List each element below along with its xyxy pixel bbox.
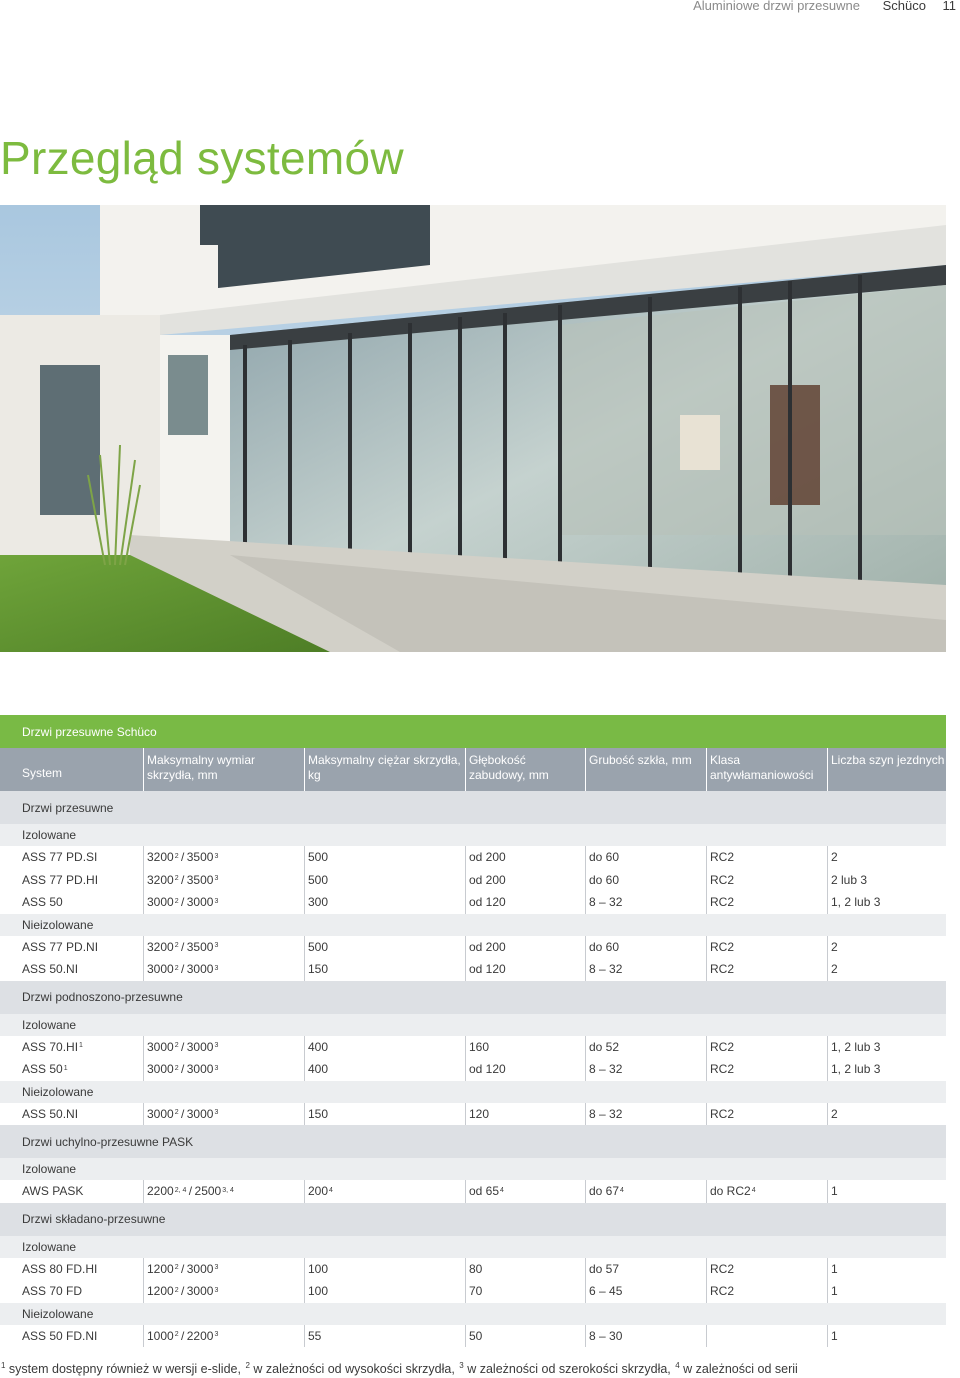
dimension-b: 3000 xyxy=(186,1284,214,1299)
cell-rails-value: 2 xyxy=(831,1106,838,1121)
dimension-a: 3200 xyxy=(147,872,174,887)
cell-rails xyxy=(827,1103,946,1126)
footnote-ref: 3 xyxy=(214,942,219,950)
cell-rails-value: 2 lub 3 xyxy=(831,872,868,887)
cell-rails xyxy=(827,891,946,914)
footnote-ref: 2, 4 xyxy=(174,1186,187,1194)
systems-table xyxy=(0,715,946,1347)
footnote-text: system dostępny również w wersji e-slide, xyxy=(5,1362,245,1376)
cell-glass xyxy=(585,1103,706,1126)
cell-weight xyxy=(304,1325,465,1348)
table-row xyxy=(0,1180,946,1203)
cell-depth xyxy=(465,1325,585,1348)
dimension-b: 3500 xyxy=(186,872,214,887)
cell-rails-value: 1 xyxy=(831,1284,838,1299)
group-heading: Drzwi przesuwne xyxy=(0,791,946,824)
cell-system-value: ASS 77 PD.HI xyxy=(22,872,99,887)
cell-rails-value: 1 xyxy=(831,1328,838,1343)
cell-weight-value: 55 xyxy=(308,1328,322,1343)
footnote-ref: 4 xyxy=(329,1186,333,1194)
section-title: Aluminiowe drzwi przesuwne xyxy=(693,0,860,13)
brand-name: Schüco xyxy=(882,0,926,13)
cell-rails xyxy=(827,1325,946,1348)
cell-system-value: ASS 50 FD.NI xyxy=(22,1328,98,1343)
dimension-separator: / xyxy=(178,962,187,977)
cell-depth xyxy=(465,936,585,959)
cell-system-value: ASS 80 FD.HI xyxy=(22,1261,98,1276)
cell-dimension xyxy=(143,958,304,981)
cell-weight xyxy=(304,1103,465,1126)
dimension-separator: / xyxy=(178,1261,187,1276)
cell-weight xyxy=(304,846,465,869)
footnote-ref: 3 xyxy=(214,1109,219,1117)
cell-weight-value: 300 xyxy=(308,895,329,910)
cell-dimension xyxy=(143,1258,304,1281)
cell-system xyxy=(0,869,143,892)
footnote-ref: 3 xyxy=(214,852,219,860)
cell-glass-value: 6 – 45 xyxy=(589,1284,623,1299)
footnote xyxy=(674,1362,798,1376)
cell-system-value: ASS 50.NI xyxy=(22,962,79,977)
cell-system xyxy=(0,1325,143,1348)
cell-depth xyxy=(465,1103,585,1126)
table-row xyxy=(0,1058,946,1081)
dimension-separator: / xyxy=(178,872,187,887)
cell-rails-value: 2 xyxy=(831,962,838,977)
footnote-ref: 3 xyxy=(214,1042,219,1050)
cell-depth xyxy=(465,869,585,892)
cell-glass xyxy=(585,846,706,869)
dimension-separator: / xyxy=(178,1106,187,1121)
cell-glass-value: 8 – 32 xyxy=(589,895,623,910)
column-header: Głębokość zabudowy, mm xyxy=(465,748,585,791)
cell-weight xyxy=(304,891,465,914)
cell-security-class-value: RC2 xyxy=(710,939,735,954)
cell-system xyxy=(0,1280,143,1303)
footnote-ref: 3 xyxy=(214,1064,219,1072)
cell-depth-value: 70 xyxy=(469,1284,483,1299)
cell-dimension xyxy=(143,869,304,892)
subgroup-heading xyxy=(0,914,946,936)
cell-security-class-value: RC2 xyxy=(710,1261,735,1276)
cell-system-value: ASS 77 PD.SI xyxy=(22,850,98,865)
footnote-number: 4 xyxy=(675,1361,680,1370)
footnote-ref: 3 xyxy=(214,875,219,883)
footnotes xyxy=(0,1362,798,1376)
footnote-text: w zależności od szerokości skrzydła, xyxy=(463,1362,675,1376)
cell-glass xyxy=(585,1325,706,1348)
cell-glass xyxy=(585,1258,706,1281)
footnote-ref: 1 xyxy=(63,1064,68,1072)
footnote xyxy=(0,1362,244,1376)
dimension-b: 3000 xyxy=(186,1062,214,1077)
cell-dimension xyxy=(143,846,304,869)
dimension-separator: / xyxy=(178,1062,187,1077)
dimension-b: 2200 xyxy=(186,1328,214,1343)
table-body xyxy=(0,791,946,1347)
footnote-ref: 2 xyxy=(174,1331,179,1339)
cell-system xyxy=(0,1036,143,1059)
cell-security-class-value: RC2 xyxy=(710,872,735,887)
footnote-number: 3 xyxy=(459,1361,464,1370)
cell-weight xyxy=(304,958,465,981)
dimension-a: 2200 xyxy=(147,1184,174,1199)
footnote-ref: 4 xyxy=(751,1186,756,1194)
footnote-ref: 3 xyxy=(214,897,219,905)
cell-system-value: ASS 50.NI xyxy=(22,1106,79,1121)
cell-glass-value: do 52 xyxy=(589,1039,620,1054)
cell-weight xyxy=(304,1036,465,1059)
column-header: System xyxy=(22,766,63,780)
footnote-number: 2 xyxy=(245,1361,250,1370)
cell-glass-value: do 57 xyxy=(589,1261,620,1276)
table-banner xyxy=(0,715,946,748)
cell-depth-value: od 120 xyxy=(469,1062,506,1077)
dimension-separator: / xyxy=(178,939,187,954)
footnote xyxy=(244,1362,458,1376)
footnote-ref: 3 xyxy=(214,1264,219,1272)
dimension-a: 3000 xyxy=(147,962,174,977)
cell-dimension xyxy=(143,1058,304,1081)
dimension-separator: / xyxy=(178,1328,187,1343)
cell-system-value: ASS 77 PD.NI xyxy=(22,939,99,954)
subgroup-label: Izolowane xyxy=(22,1017,77,1032)
cell-glass xyxy=(585,1180,706,1203)
subgroup-heading xyxy=(0,1081,946,1103)
cell-dimension xyxy=(143,1180,304,1203)
cell-security-class xyxy=(706,958,827,981)
cell-depth-value: od 120 xyxy=(469,895,506,910)
cell-glass xyxy=(585,936,706,959)
cell-depth-value: od 200 xyxy=(469,850,506,865)
cell-security-class-value: RC2 xyxy=(710,962,735,977)
footnote-ref: 2 xyxy=(174,875,179,883)
subgroup-heading xyxy=(0,1303,946,1325)
building-photo xyxy=(0,205,946,652)
cell-rails xyxy=(827,1036,946,1059)
cell-depth xyxy=(465,958,585,981)
cell-weight xyxy=(304,869,465,892)
cell-dimension xyxy=(143,891,304,914)
cell-depth-value: od 200 xyxy=(469,872,506,887)
dimension-separator: / xyxy=(178,850,187,865)
cell-system xyxy=(0,1180,143,1203)
table-row xyxy=(0,846,946,869)
cell-weight-value: 100 xyxy=(308,1261,329,1276)
cell-security-class-value: RC2 xyxy=(710,895,735,910)
cell-system-value: ASS 50 xyxy=(22,895,63,910)
cell-dimension xyxy=(143,1280,304,1303)
dimension-b: 3500 xyxy=(186,939,214,954)
subgroup-heading xyxy=(0,1236,946,1258)
cell-glass xyxy=(585,891,706,914)
cell-depth xyxy=(465,1058,585,1081)
cell-system xyxy=(0,846,143,869)
cell-glass-value: 8 – 32 xyxy=(589,1062,623,1077)
page-header xyxy=(0,0,960,14)
cell-depth xyxy=(465,1258,585,1281)
cell-security-class xyxy=(706,1103,827,1126)
dimension-a: 3000 xyxy=(147,895,174,910)
dimension-separator: / xyxy=(178,895,187,910)
footnote-ref: 3 xyxy=(214,1331,219,1339)
footnote xyxy=(458,1362,674,1376)
footnote-text: w zależności od wysokości skrzydła, xyxy=(249,1362,459,1376)
column-header: Maksymalny ciężar skrzydła, kg xyxy=(304,748,465,791)
subgroup-label: Izolowane xyxy=(22,1239,77,1254)
table-row xyxy=(0,1280,946,1303)
footnote-ref: 3 xyxy=(214,1286,219,1294)
cell-security-class xyxy=(706,1258,827,1281)
cell-security-class xyxy=(706,1180,827,1203)
cell-depth-value: 120 xyxy=(469,1106,490,1121)
column-header: Liczba szyn jezdnych xyxy=(827,748,946,791)
cell-security-class-value: RC2 xyxy=(710,1062,735,1077)
subgroup-label: Nieizolowane xyxy=(22,917,94,932)
cell-rails xyxy=(827,958,946,981)
cell-rails xyxy=(827,936,946,959)
footnote-ref: 2 xyxy=(174,964,179,972)
cell-system-value: AWS PASK xyxy=(22,1184,84,1199)
subgroup-label: Izolowane xyxy=(22,1162,77,1176)
cell-weight xyxy=(304,1180,465,1203)
cell-depth-value: 80 xyxy=(469,1261,483,1276)
dimension-a: 3200 xyxy=(147,939,174,954)
footnote-ref: 2 xyxy=(174,1264,179,1272)
table-column-headers xyxy=(0,748,946,791)
cell-system xyxy=(0,936,143,959)
cell-rails xyxy=(827,1180,946,1203)
cell-weight-value: 500 xyxy=(308,872,329,887)
cell-depth xyxy=(465,1036,585,1059)
cell-rails-value: 2 xyxy=(831,939,838,954)
footnote-text: w zależności od serii xyxy=(679,1362,798,1376)
cell-weight xyxy=(304,1058,465,1081)
cell-security-class xyxy=(706,936,827,959)
cell-weight-value: 150 xyxy=(308,1106,329,1121)
cell-glass-value: do 60 xyxy=(589,939,620,954)
cell-system xyxy=(0,1258,143,1281)
dimension-a: 3000 xyxy=(147,1106,174,1121)
cell-system-value: ASS 70 FD xyxy=(22,1284,83,1299)
cell-dimension xyxy=(143,1036,304,1059)
cell-system xyxy=(0,958,143,981)
dimension-a: 1200 xyxy=(147,1284,174,1299)
cell-rails xyxy=(827,869,946,892)
cell-security-class xyxy=(706,1325,827,1348)
table-row xyxy=(0,1325,946,1348)
group-heading: Drzwi składano-przesuwne xyxy=(0,1203,946,1236)
footnote-ref: 2 xyxy=(174,1286,179,1294)
group-heading: Drzwi uchylno-przesuwne PASK xyxy=(0,1125,946,1158)
footnote-ref: 2 xyxy=(174,942,179,950)
cell-rails-value: 1, 2 lub 3 xyxy=(831,1039,881,1054)
cell-glass xyxy=(585,1036,706,1059)
cell-depth-value: od 200 xyxy=(469,939,506,954)
cell-weight-value: 400 xyxy=(308,1039,329,1054)
cell-weight-value: 500 xyxy=(308,850,329,865)
cell-security-class xyxy=(706,1036,827,1059)
footnote-ref: 2 xyxy=(174,852,179,860)
dimension-separator: / xyxy=(178,1284,187,1299)
cell-glass-value: 8 – 30 xyxy=(589,1328,623,1343)
footnote-ref: 2 xyxy=(174,1064,179,1072)
cell-dimension xyxy=(143,1325,304,1348)
cell-weight-value: 200 xyxy=(308,1184,329,1199)
dimension-separator: / xyxy=(178,1039,187,1054)
footnote-number: 1 xyxy=(1,1361,6,1370)
subgroup-label: Nieizolowane xyxy=(22,1084,94,1099)
column-header: Grubość szkła, mm xyxy=(585,748,706,791)
subgroup-heading xyxy=(0,1014,946,1036)
cell-glass-value: do 67 xyxy=(589,1184,620,1199)
dimension-b: 3000 xyxy=(186,1039,214,1054)
cell-glass xyxy=(585,958,706,981)
cell-weight xyxy=(304,1258,465,1281)
dimension-b: 3000 xyxy=(186,1261,214,1276)
cell-glass xyxy=(585,1058,706,1081)
subgroup-heading xyxy=(0,1158,946,1180)
dimension-b: 3000 xyxy=(186,962,214,977)
cell-system xyxy=(0,1103,143,1126)
dimension-a: 3000 xyxy=(147,1062,174,1077)
cell-weight-value: 500 xyxy=(308,939,329,954)
cell-depth xyxy=(465,846,585,869)
cell-depth xyxy=(465,891,585,914)
cell-security-class xyxy=(706,869,827,892)
cell-system-value: ASS 70.HI xyxy=(22,1039,79,1054)
dimension-a: 1000 xyxy=(147,1328,174,1343)
subgroup-heading xyxy=(0,824,946,846)
cell-security-class xyxy=(706,1058,827,1081)
cell-weight xyxy=(304,936,465,959)
table-row xyxy=(0,891,946,914)
cell-depth xyxy=(465,1180,585,1203)
table-row xyxy=(0,1036,946,1059)
table-row xyxy=(0,958,946,981)
cell-depth-value: 160 xyxy=(469,1039,490,1054)
footnote-ref: 3 xyxy=(214,964,219,972)
footnote-ref: 3, 4 xyxy=(222,1186,234,1194)
table-row xyxy=(0,936,946,959)
dimension-a: 3200 xyxy=(147,850,174,865)
cell-rails-value: 1 xyxy=(831,1184,838,1199)
dimension-b: 3000 xyxy=(186,895,214,910)
footnote-ref: 1 xyxy=(79,1042,83,1050)
cell-depth xyxy=(465,1280,585,1303)
cell-glass xyxy=(585,869,706,892)
dimension-b: 2500 xyxy=(194,1184,222,1199)
cell-system xyxy=(0,1058,143,1081)
cell-depth-value: od 65 xyxy=(469,1184,500,1199)
cell-dimension xyxy=(143,936,304,959)
table-row xyxy=(0,1103,946,1126)
footnote-ref: 2 xyxy=(174,897,179,905)
cell-security-class xyxy=(706,1280,827,1303)
column-header: Klasa antywłamaniowości xyxy=(706,748,827,791)
cell-glass xyxy=(585,1280,706,1303)
cell-weight-value: 150 xyxy=(308,962,329,977)
cell-depth-value: 50 xyxy=(469,1328,483,1343)
cell-rails xyxy=(827,1258,946,1281)
group-heading: Drzwi podnoszono-przesuwne xyxy=(0,981,946,1014)
cell-dimension xyxy=(143,1103,304,1126)
cell-glass-value: do 60 xyxy=(589,850,620,865)
footnote-ref: 4 xyxy=(500,1186,504,1194)
table-banner-label: Drzwi przesuwne Schüco xyxy=(22,724,157,739)
cell-depth-value: od 120 xyxy=(469,962,506,977)
cell-rails-value: 1 xyxy=(831,1261,838,1276)
cell-rails-value: 2 xyxy=(831,850,838,865)
cell-security-class-value: RC2 xyxy=(710,850,735,865)
cell-glass-value: 8 – 32 xyxy=(589,1106,623,1121)
footnote-ref: 2 xyxy=(174,1109,179,1117)
cell-rails xyxy=(827,1058,946,1081)
cell-security-class-value: RC2 xyxy=(710,1284,735,1299)
page-title: Przegląd systemów xyxy=(0,131,404,184)
cell-glass-value: do 60 xyxy=(589,872,620,887)
cell-weight-value: 400 xyxy=(308,1062,329,1077)
cell-glass-value: 8 – 32 xyxy=(589,962,623,977)
cell-rails xyxy=(827,846,946,869)
footnote-ref: 4 xyxy=(620,1186,624,1194)
dimension-b: 3500 xyxy=(186,850,214,865)
cell-security-class-value: RC2 xyxy=(710,1039,735,1054)
cell-system xyxy=(0,891,143,914)
table-row xyxy=(0,1258,946,1281)
dimension-a: 1200 xyxy=(147,1261,174,1276)
dimension-separator: / xyxy=(186,1184,195,1199)
cell-security-class xyxy=(706,891,827,914)
cell-security-class-value: do RC2 xyxy=(710,1184,751,1199)
cell-security-class-value: RC2 xyxy=(710,1106,735,1121)
cell-rails xyxy=(827,1280,946,1303)
dimension-a: 3000 xyxy=(147,1039,174,1054)
subgroup-label: Nieizolowane xyxy=(22,1306,94,1321)
cell-weight xyxy=(304,1280,465,1303)
subgroup-label: Izolowane xyxy=(22,828,77,842)
cell-rails-value: 1, 2 lub 3 xyxy=(831,1062,881,1077)
dimension-b: 3000 xyxy=(186,1106,214,1121)
page-number: 11 xyxy=(942,0,956,13)
table-row xyxy=(0,869,946,892)
column-header: Maksymalny wymiar skrzydła, mm xyxy=(143,748,304,791)
cell-rails-value: 1, 2 lub 3 xyxy=(831,895,881,910)
cell-weight-value: 100 xyxy=(308,1284,329,1299)
footnote-ref: 2 xyxy=(174,1042,179,1050)
cell-security-class xyxy=(706,846,827,869)
cell-system-value: ASS 50 xyxy=(22,1062,63,1077)
